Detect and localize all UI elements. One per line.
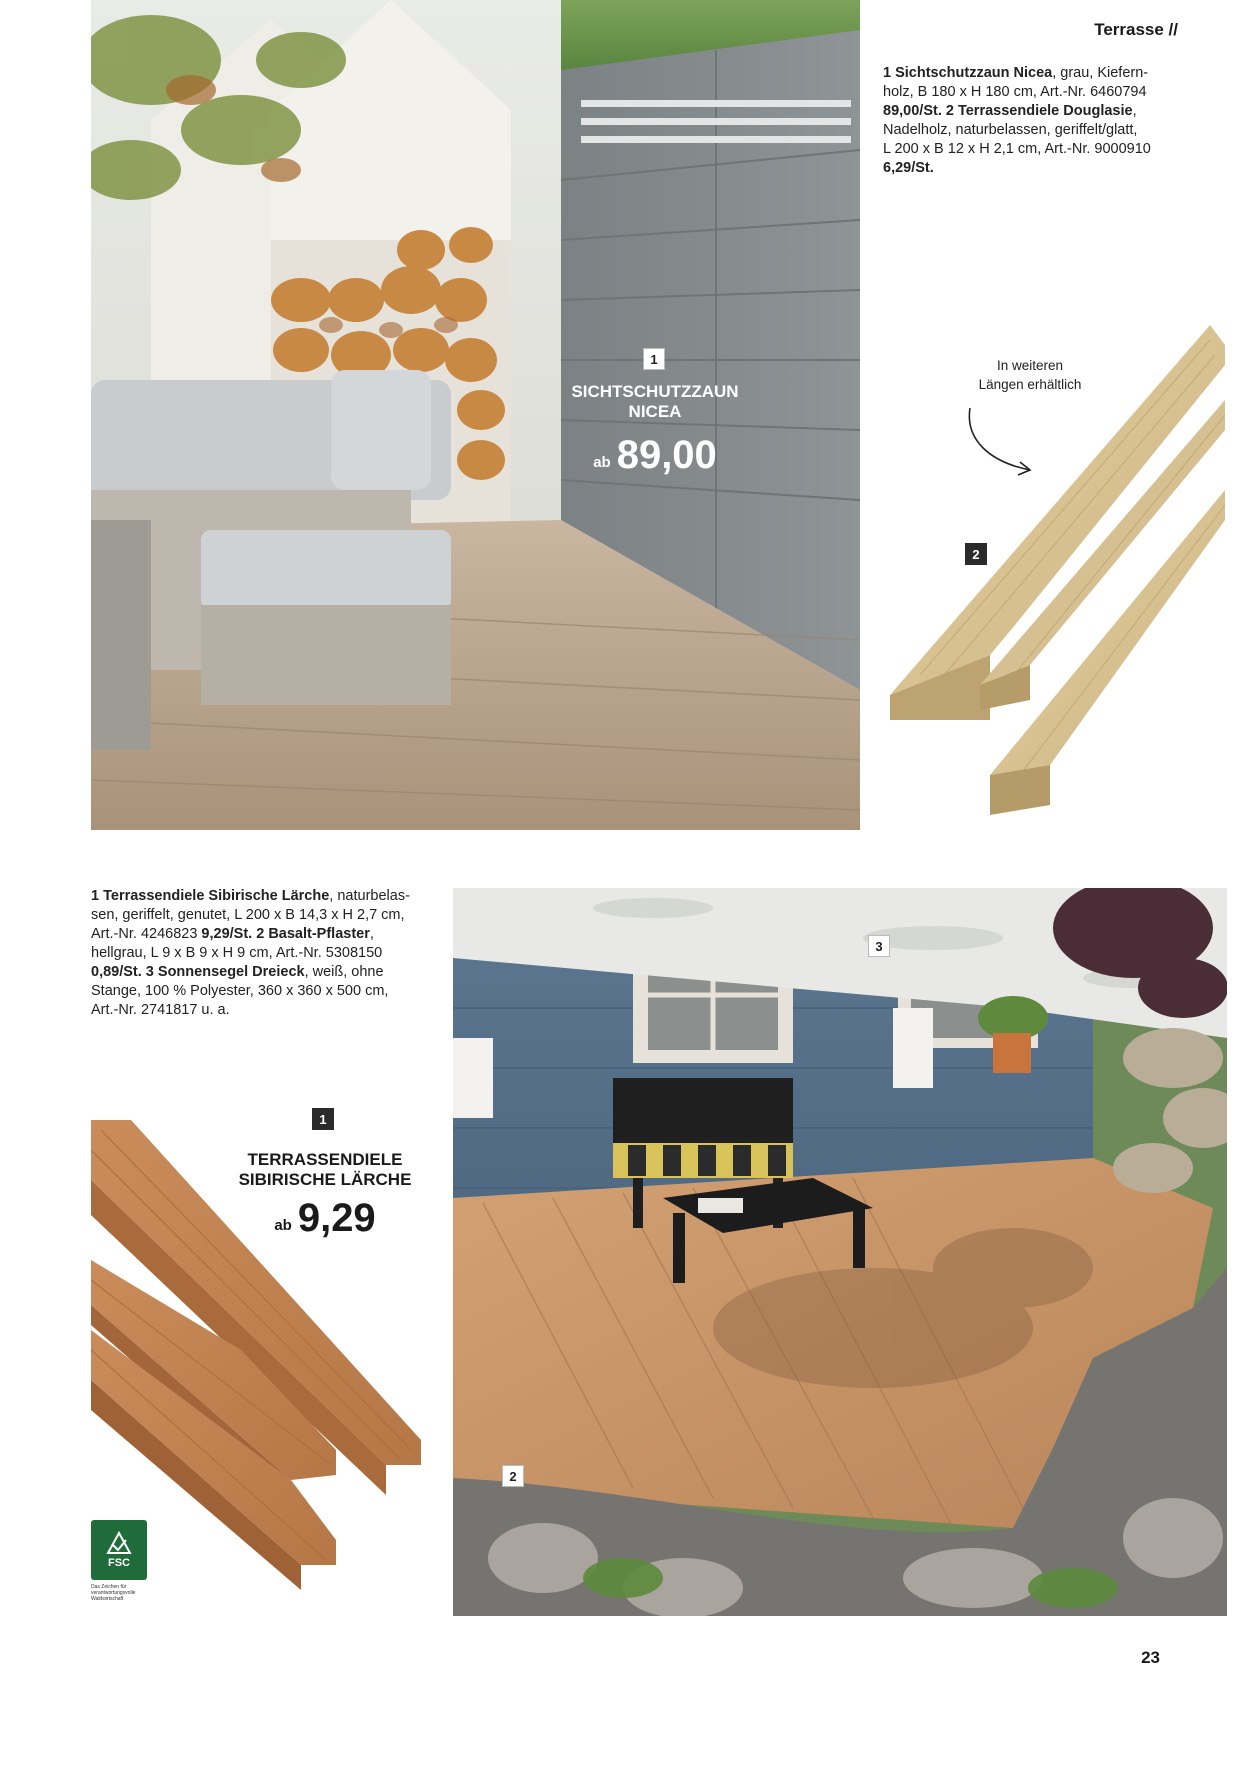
fence-title-line1: SICHTSCHUTZZAUN [571, 382, 739, 401]
top-desc-line-6 [883, 159, 1213, 178]
fence-price-value: 89,00 [616, 433, 717, 477]
bottom-desc-line-5 [91, 963, 451, 982]
bottom-desc-line-2: sen, geriffelt, genutet, L 200 x B 14,3 x H 2,7 cm, [91, 907, 405, 923]
top-desc-line-3-rest: , [1132, 103, 1137, 119]
larch-price-ab: ab [274, 1217, 292, 1234]
top-desc-line-3 [883, 102, 1213, 121]
bottom-desc-line-1 [91, 887, 451, 906]
top-desc-line-3-bold: 89,00/St. 2 Terrassendiele Douglasie [883, 103, 1133, 119]
fence-price-ab: ab [593, 454, 611, 471]
plank-badge: 2 [965, 543, 987, 565]
bottom-desc-line-4: hellgrau, L 9 x B 9 x H 9 cm, Art.-Nr. 5308150 [91, 945, 383, 961]
page-number: 23 [1141, 1648, 1160, 1667]
section-title: Terrasse // [1094, 20, 1178, 39]
top-desc-line-4: Nadelholz, naturbelassen, geriffelt/glatt, [883, 122, 1138, 138]
fence-badge: 1 [643, 348, 665, 370]
scene-badge-2: 2 [502, 1465, 524, 1487]
larch-badge: 1 [312, 1108, 334, 1130]
fence-title [560, 382, 750, 422]
top-desc-line-1 [883, 64, 1213, 83]
larch-price-value: 9,29 [297, 1196, 376, 1240]
bottom-desc-line-7: Art.-Nr. 2741817 u. a. [91, 1002, 230, 1018]
larch-title-line1: TERRASSENDIELE [247, 1150, 403, 1169]
bottom-desc-line-1-bold: 1 Terrassendiele Sibirische Lärche [91, 888, 330, 904]
bottom-product-description [91, 887, 451, 1020]
top-desc-line-2: holz, B 180 x H 180 cm, Art.-Nr. 6460794 [883, 84, 1147, 100]
bottom-desc-line-3-bold: 9,29/St. 2 Basalt-Pflaster [201, 926, 370, 942]
scene-photo-illustration [453, 888, 1227, 1616]
top-desc-line-1-bold: 1 Sichtschutzzaun Nicea [883, 65, 1053, 81]
fence-price [560, 435, 750, 475]
plank-note-line1: In weiteren [996, 358, 1064, 373]
tree-check-icon [104, 1531, 134, 1557]
scene-photo-deck [453, 888, 1227, 1616]
top-desc-line-1-rest: , grau, Kiefern- [1052, 65, 1149, 81]
fence-title-line2: NICEA [628, 402, 682, 421]
douglas-planks-image [880, 325, 1230, 820]
bottom-desc-line-5-rest: , weiß, ohne [304, 964, 384, 980]
fsc-label: FSC [108, 1557, 130, 1569]
bottom-desc-line-3-tail: , [369, 926, 374, 942]
bottom-desc-line-5-bold: 0,89/St. 3 Sonnensegel Dreieck [91, 964, 305, 980]
larch-title-line2: SIBIRISCHE LÄRCHE [238, 1170, 412, 1189]
bottom-desc-line-1-rest: , naturbelas- [329, 888, 410, 904]
fsc-caption: Das Zeichen für verantwortungsvolle Waldwirtschaft [91, 1584, 136, 1602]
plank-note-line2: Längen erhältlich [978, 377, 1082, 392]
fsc-logo [91, 1520, 147, 1580]
top-desc-line-5: L 200 x B 12 x H 2,1 cm, Art.-Nr. 9000910 [883, 141, 1151, 157]
scene-badge-3: 3 [868, 935, 890, 957]
bottom-desc-line-6: Stange, 100 % Polyester, 360 x 360 x 500 cm, [91, 983, 389, 999]
bottom-desc-line-3-rest: Art.-Nr. 4246823 [91, 926, 202, 942]
top-product-description [883, 64, 1213, 178]
bottom-desc-line-3 [91, 925, 451, 944]
top-desc-line-6-bold: 6,29/St. [883, 160, 934, 176]
